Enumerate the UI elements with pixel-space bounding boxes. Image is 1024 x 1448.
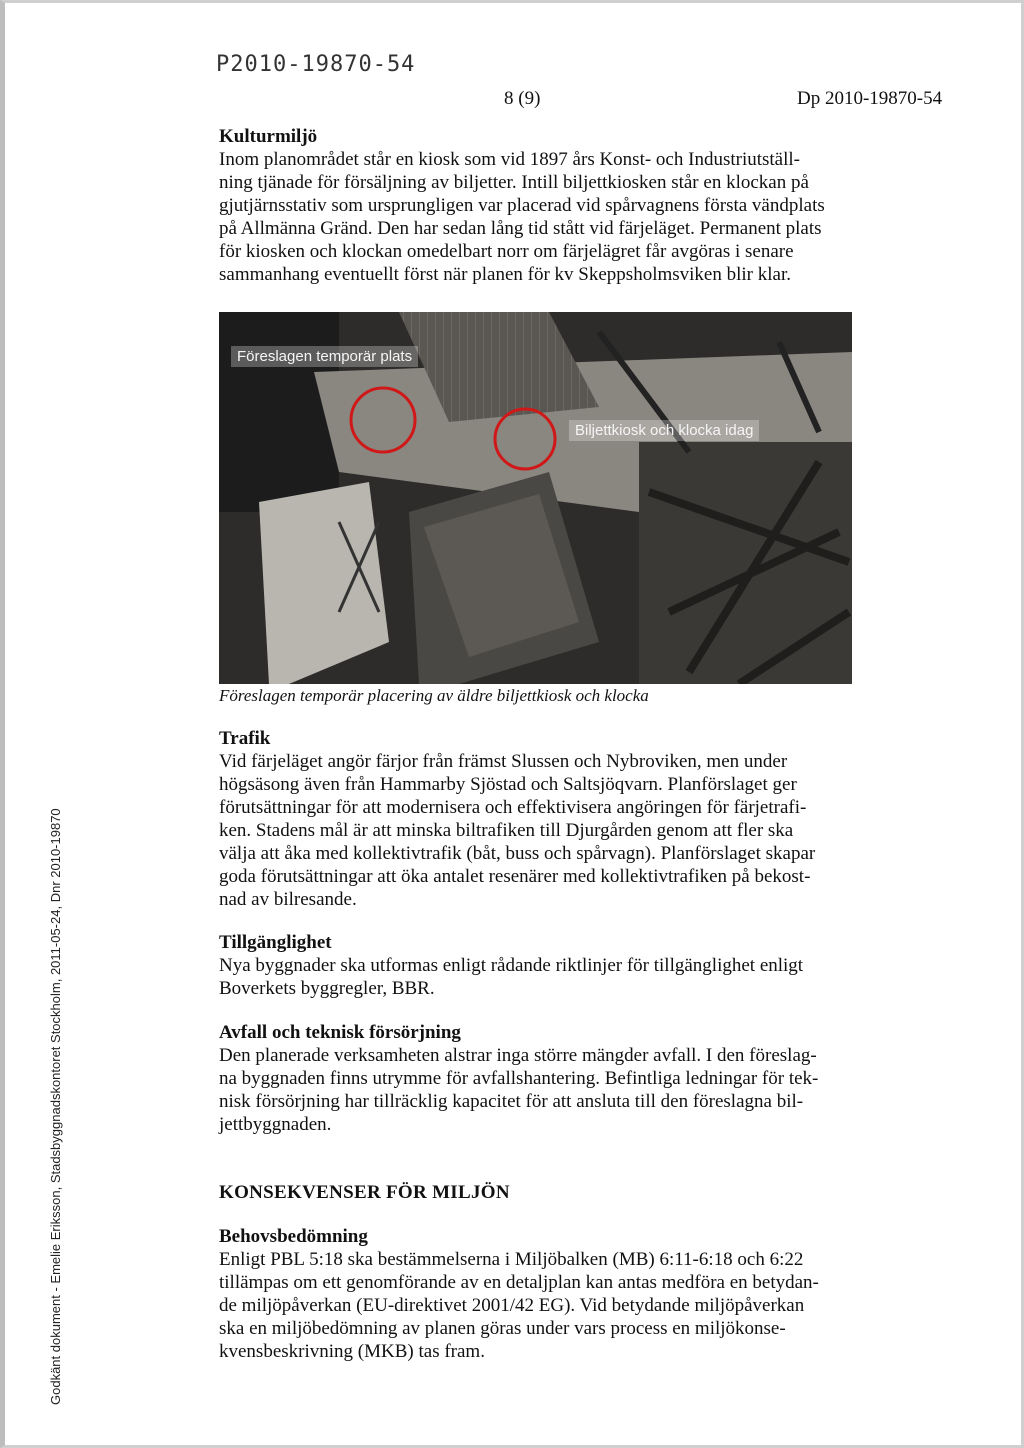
approval-side-text: Godkänt dokument - Emelie Eriksson, Stadsbyggnadskontoret Stockholm, 2011-05-24, Dnr 2010-19870 [48, 808, 63, 1405]
chapter-heading: KONSEKVENSER FÖR MILJÖN [219, 1182, 510, 1203]
photo-label-current: Biljettkiosk och klocka idag [569, 420, 759, 441]
section-text: Vid färjeläget angör färjor från främst Slussen och Nybroviken, men under högsäsong även från Hammarby Sjöstad och Saltsjöqvarn. Planförslaget ger förutsättningar för att modernisera och effektivisera angöringen för färjetrafi- ken. Stadens mål är att minska biltrafiken till Djurgården genom att fler ska välja att åka med kollektivtrafik (båt, buss och spårvagn). Planförslaget skapar goda förutsättningar att öka antalet resenärer med kollektivtrafiken på bekost- nad av bilresande. [219, 751, 816, 910]
section-heading: Trafik [219, 728, 271, 749]
section-heading: Tillgänglighet [219, 932, 332, 953]
section-heading: Avfall och teknisk försörjning [219, 1022, 461, 1043]
section-trafik [219, 728, 854, 911]
document-reference: Dp 2010-19870-54 [797, 88, 943, 109]
photo-label-proposed: Föreslagen temporär plats [231, 346, 418, 367]
page-number: 8 (9) [504, 88, 541, 109]
section-text: Inom planområdet står en kiosk som vid 1897 års Konst- och Industriutställ- ning tjänade för försäljning av biljetter. Intill biljettkiosken står en klockan på gjutjärnsstativ som ursprungligen var placerad vid spårvagnens första vändplats på Allmänna Gränd. Den har sedan lång tid stått vid färjeläget. Permanent plats för kiosken och klockan omedelbart norr om färjelägret får avgöras i senare sammanhang eventuellt först när planen för kv Skeppsholmsviken blir klar. [219, 149, 825, 285]
section-heading: Behovsbedömning [219, 1226, 368, 1247]
section-text: Nya byggnader ska utformas enligt rådande riktlinjer för tillgänglighet enligt Boverkets byggregler, BBR. [219, 955, 804, 999]
section-text: Den planerade verksamheten alstrar inga större mängder avfall. I den föreslag- na byggnaden finns utrymme för avfallshantering. Befintliga ledningar för tek- nisk försörjning har tillräcklig kapacitet för att ansluta till den föreslagna bil- jettbyggnaden. [219, 1045, 819, 1135]
photo-caption: Föreslagen temporär placering av äldre biljettkiosk och klocka [219, 686, 649, 705]
section-konsekvenser [219, 1182, 854, 1204]
section-heading: Kulturmiljö [219, 126, 318, 147]
section-text: Enligt PBL 5:18 ska bestämmelserna i Miljöbalken (MB) 6:11-6:18 och 6:22 tillämpas om ett genomförande av en detaljplan kan antas medföra en betydan- de miljöpåverkan (EU-direktivet 2001/42 EG). Vid betydande miljöpåverkan ska en miljöbedömning av planen göras under vars process en miljökonse- kvensbeskrivning (MKB) tas fram. [219, 1249, 819, 1362]
section-tillganglighet [219, 932, 854, 1000]
section-behovsbedomning [219, 1226, 854, 1363]
section-avfall [219, 1022, 854, 1136]
section-kulturmiljo [219, 126, 854, 286]
document-stamp: P2010-19870-54 [216, 52, 416, 77]
aerial-photo [219, 312, 852, 684]
aerial-photo-drawing [219, 312, 852, 684]
